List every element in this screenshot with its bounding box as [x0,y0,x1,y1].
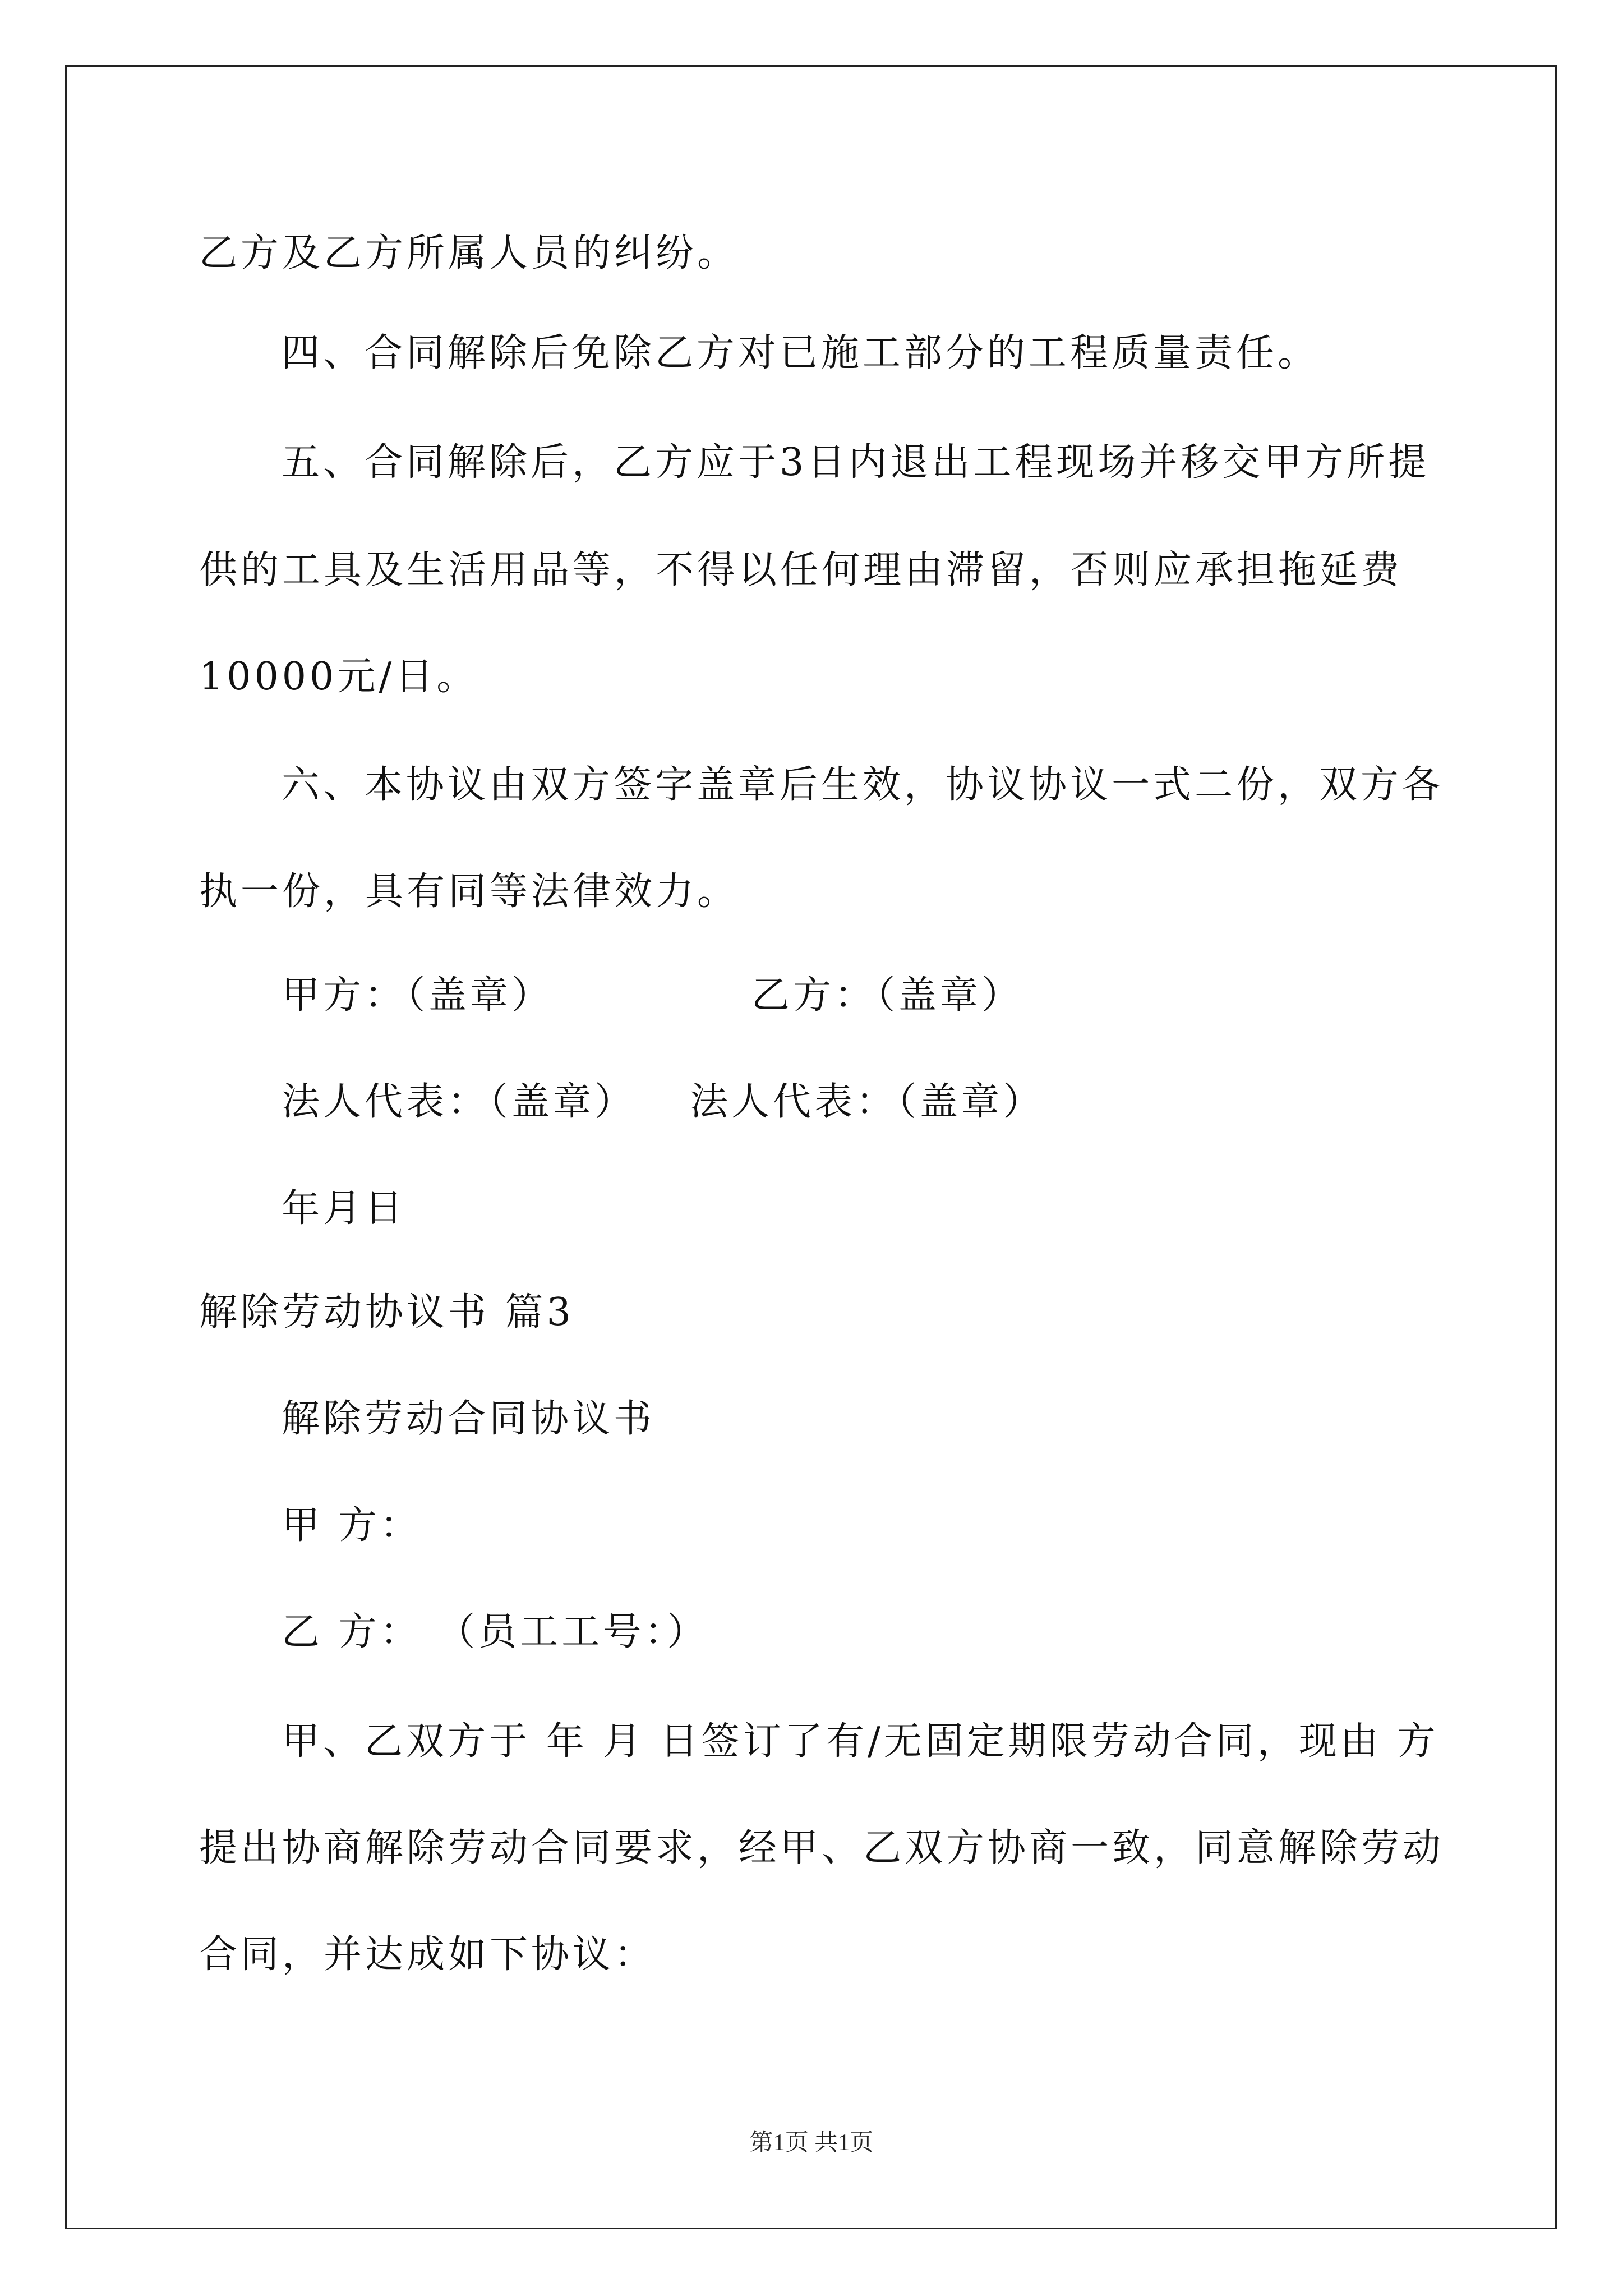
agreement-body-line-2: 提出协商解除劳动合同要求，经甲、乙双方协商一致，同意解除劳动 [199,1826,1445,1870]
party-a-seal-label: 甲方：（盖章） [282,973,554,1018]
section-heading: 解除劳动协议书 篇3 [199,1290,574,1335]
date-label: 年月日 [282,1186,407,1231]
agreement-body-line-1: 甲、乙双方于 年 月 日签订了有/无固定期限劳动合同，现由 方 [282,1719,1439,1764]
party-b-seal-label: 乙方：（盖章） [751,973,1023,1018]
clause-5-line-3: 10000元/日。 [199,655,478,699]
clause-6-line-1: 六、本协议由双方签字盖章后生效，协议协议一式二份，双方各 [282,763,1444,807]
signature-row-parties [0,973,1623,1018]
clause-5-line-1: 五、合同解除后，乙方应于3日内退出工程现场并移交甲方所提 [282,440,1430,485]
clause-6-line-2: 执一份，具有同等法律效力。 [199,869,739,914]
signature-row-representatives [0,1080,1623,1125]
page-border [65,65,1557,2229]
page-footer: 第1页 共1页 [749,2130,874,2156]
party-b-line: 乙 方： （员工工号：） [282,1610,709,1654]
agreement-title: 解除劳动合同协议书 [282,1397,656,1441]
clause-5-line-2: 供的工具及生活用品等，不得以任何理由滞留，否则应承担拖延费 [199,548,1403,592]
clause-4: 四、合同解除后免除乙方对已施工部分的工程质量责任。 [282,331,1320,375]
text-line-1: 乙方及乙方所属人员的纠纷。 [199,231,739,275]
party-b-representative-label: 法人代表：（盖章） [690,1080,1045,1124]
party-a-representative-label: 法人代表：（盖章） [282,1080,637,1124]
party-a-line: 甲 方： [282,1503,422,1548]
agreement-body-line-3: 合同，并达成如下协议： [199,1932,656,1977]
